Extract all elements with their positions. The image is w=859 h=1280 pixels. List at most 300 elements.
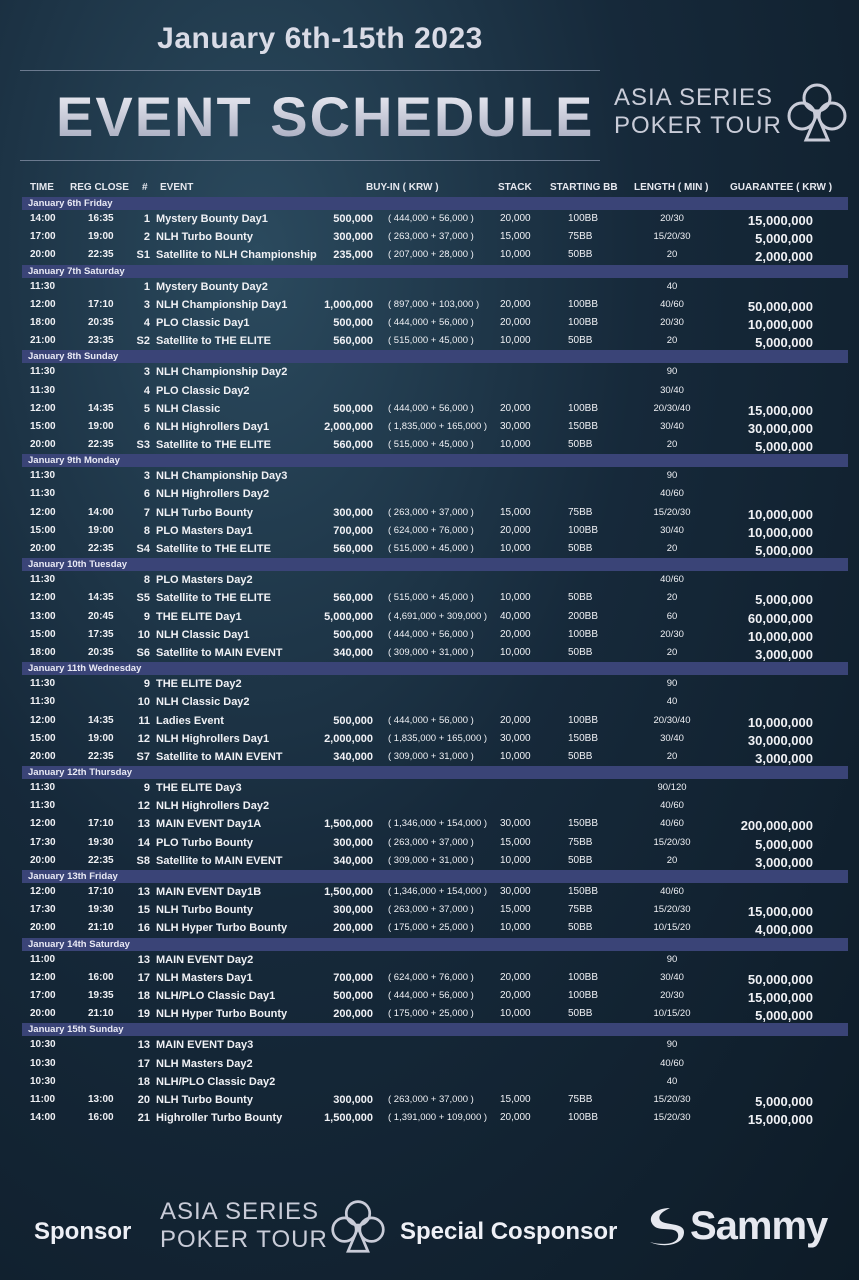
row-reg-close: 14:35 bbox=[88, 402, 114, 414]
row-reg-close: 16:35 bbox=[88, 213, 114, 224]
row-time: 11:00 bbox=[30, 1093, 56, 1105]
row-reg-close: 16:00 bbox=[88, 971, 114, 983]
row-reg-close: 19:00 bbox=[88, 420, 114, 432]
row-time: 14:00 bbox=[30, 1112, 56, 1124]
row-event-name: Ladies Event bbox=[156, 714, 224, 727]
row-time: 15:00 bbox=[30, 524, 56, 536]
row-buy-in-breakdown: ( 263,000 + 37,000 ) bbox=[388, 506, 474, 518]
table-row bbox=[0, 852, 859, 870]
sponsor-logo-line-2: POKER TOUR bbox=[160, 1226, 328, 1253]
row-buy-in: 200,000 bbox=[333, 922, 373, 935]
row-buy-in-breakdown: ( 263,000 + 37,000 ) bbox=[388, 836, 474, 848]
row-buy-in-breakdown: ( 1,346,000 + 154,000 ) bbox=[388, 886, 488, 897]
row-reg-close: 22:35 bbox=[88, 249, 114, 261]
row-guarantee: 5,000,000 bbox=[755, 439, 813, 455]
row-reg-close: 14:00 bbox=[88, 506, 114, 518]
row-buy-in: 300,000 bbox=[333, 904, 373, 917]
row-event-name: NLH Highrollers Day2 bbox=[156, 488, 270, 501]
row-reg-close: 21:10 bbox=[88, 1008, 114, 1020]
row-length-value: 20 bbox=[666, 646, 678, 658]
row-buy-in: 235,000 bbox=[333, 249, 373, 262]
day-header: January 15th Sunday bbox=[22, 1023, 848, 1036]
row-buy-in-breakdown: ( 309,000 + 31,000 ) bbox=[388, 750, 474, 762]
row-length-value: 30/40 bbox=[660, 971, 684, 983]
row-stack: 20,000 bbox=[500, 524, 531, 536]
row-length-value: 40/60 bbox=[660, 488, 684, 500]
row-length-value: 90 bbox=[666, 953, 678, 965]
row-event-number: 10 bbox=[137, 696, 150, 709]
row-event-number: 17 bbox=[137, 971, 150, 984]
row-event-name: NLH Championship Day3 bbox=[156, 470, 288, 483]
row-stack: 30,000 bbox=[500, 420, 531, 432]
row-length-value: 20 bbox=[666, 249, 678, 261]
row-time: 11:30 bbox=[30, 800, 56, 812]
col-stack: STACK bbox=[498, 182, 532, 193]
table-row bbox=[0, 400, 859, 418]
row-event-number: 17 bbox=[137, 1057, 150, 1070]
row-event-name: THE ELITE Day2 bbox=[156, 678, 242, 691]
cosponsor-label: Special Cosponsor bbox=[400, 1218, 618, 1245]
row-buy-in-breakdown: ( 309,000 + 31,000 ) bbox=[388, 646, 474, 658]
row-reg-close: 17:10 bbox=[88, 818, 114, 830]
row-event-name: Satellite to NLH Championship bbox=[156, 249, 317, 262]
row-reg-close: 19:35 bbox=[88, 989, 114, 1001]
row-guarantee: 50,000,000 bbox=[747, 298, 813, 314]
row-length-value: 30/40 bbox=[660, 384, 684, 396]
day-header: January 11th Wednesday bbox=[22, 662, 848, 675]
row-length-value: 90 bbox=[666, 1039, 678, 1051]
table-row bbox=[0, 210, 859, 228]
row-event-name: Highroller Turbo Bounty bbox=[156, 1112, 283, 1125]
row-length-value: 40/60 bbox=[660, 818, 684, 830]
table-row bbox=[0, 712, 859, 730]
row-buy-in: 340,000 bbox=[333, 750, 373, 763]
row-stack: 15,000 bbox=[500, 1093, 531, 1105]
row-time: 11:30 bbox=[30, 280, 56, 292]
row-length-value: 30/40 bbox=[660, 524, 684, 536]
row-buy-in-breakdown: ( 263,000 + 37,000 ) bbox=[388, 1093, 474, 1105]
row-starting-bb: 50BB bbox=[568, 922, 593, 934]
row-buy-in: 1,500,000 bbox=[324, 886, 373, 898]
row-starting-bb: 50BB bbox=[568, 592, 593, 604]
row-guarantee: 10,000,000 bbox=[747, 506, 813, 522]
row-guarantee: 15,000,000 bbox=[747, 1112, 813, 1128]
row-event-number: 13 bbox=[137, 1039, 150, 1052]
table-row bbox=[0, 571, 859, 589]
row-event-number: 1 bbox=[143, 280, 150, 293]
row-buy-in-breakdown: ( 515,000 + 45,000 ) bbox=[388, 592, 474, 604]
row-length-value: 90 bbox=[666, 470, 678, 482]
row-time: 11:30 bbox=[30, 366, 56, 378]
row-starting-bb: 100BB bbox=[568, 989, 599, 1001]
row-time: 11:30 bbox=[30, 696, 56, 708]
row-length-value: 20/30/40 bbox=[653, 402, 691, 414]
row-buy-in: 1,500,000 bbox=[324, 818, 373, 831]
row-starting-bb: 50BB bbox=[568, 249, 593, 261]
table-row bbox=[0, 418, 859, 436]
row-length-value: 20/30 bbox=[660, 989, 684, 1001]
row-reg-close: 22:35 bbox=[88, 854, 114, 866]
row-reg-close: 21:10 bbox=[88, 922, 114, 934]
row-time: 17:00 bbox=[30, 231, 56, 243]
row-starting-bb: 150BB bbox=[568, 886, 599, 897]
row-reg-close: 16:00 bbox=[88, 1112, 114, 1124]
day-header: January 10th Tuesday bbox=[22, 558, 848, 571]
table-row bbox=[0, 1109, 859, 1127]
col-guarantee: GUARANTEE ( KRW ) bbox=[730, 182, 833, 193]
row-event-name: MAIN EVENT Day1A bbox=[156, 818, 262, 831]
row-guarantee: 5,000,000 bbox=[755, 335, 813, 351]
row-event-number: 21 bbox=[137, 1112, 150, 1125]
row-stack: 15,000 bbox=[500, 506, 531, 518]
row-time: 17:00 bbox=[30, 989, 56, 1001]
row-event-number: 9 bbox=[143, 782, 150, 795]
row-event-name: PLO Classic Day2 bbox=[156, 384, 250, 397]
row-event-name: THE ELITE Day1 bbox=[156, 610, 242, 623]
row-guarantee: 3,000,000 bbox=[755, 750, 813, 766]
row-buy-in: 700,000 bbox=[333, 524, 373, 537]
row-event-name: NLH Turbo Bounty bbox=[156, 506, 253, 519]
row-time: 20:00 bbox=[30, 922, 56, 934]
row-event-name: PLO Classic Day1 bbox=[156, 316, 250, 329]
row-guarantee: 10,000,000 bbox=[747, 628, 813, 644]
row-event-number: 8 bbox=[143, 524, 150, 537]
row-event-number: S1 bbox=[136, 249, 150, 262]
row-length-value: 20/30 bbox=[660, 628, 684, 640]
column-headers bbox=[0, 180, 859, 196]
sponsor-label: Sponsor bbox=[34, 1218, 132, 1245]
row-buy-in: 560,000 bbox=[333, 335, 373, 348]
row-reg-close: 20:35 bbox=[88, 316, 114, 328]
row-buy-in: 560,000 bbox=[333, 543, 373, 555]
row-stack: 30,000 bbox=[500, 732, 531, 744]
sponsor-logo bbox=[160, 1196, 386, 1256]
table-row bbox=[0, 675, 859, 693]
day-header: January 9th Monday bbox=[22, 454, 848, 467]
row-buy-in-breakdown: ( 444,000 + 56,000 ) bbox=[388, 402, 474, 414]
table-row bbox=[0, 296, 859, 314]
row-stack: 10,000 bbox=[500, 646, 531, 658]
row-event-name: MAIN EVENT Day3 bbox=[156, 1039, 254, 1052]
row-guarantee: 60,000,000 bbox=[747, 610, 813, 626]
row-buy-in: 560,000 bbox=[333, 592, 373, 605]
row-starting-bb: 100BB bbox=[568, 402, 599, 414]
row-event-name: NLH Highrollers Day1 bbox=[156, 732, 270, 745]
row-reg-close: 17:35 bbox=[88, 628, 114, 640]
row-length-value: 20 bbox=[666, 543, 678, 554]
row-time: 12:00 bbox=[30, 592, 56, 604]
row-starting-bb: 75BB bbox=[568, 836, 593, 848]
row-time: 11:30 bbox=[30, 678, 56, 690]
row-buy-in-breakdown: ( 515,000 + 45,000 ) bbox=[388, 335, 474, 347]
row-event-name: Satellite to MAIN EVENT bbox=[156, 854, 283, 867]
table-row bbox=[0, 901, 859, 919]
row-time: 20:00 bbox=[30, 1008, 56, 1020]
row-buy-in: 300,000 bbox=[333, 506, 373, 519]
row-buy-in: 200,000 bbox=[333, 1008, 373, 1021]
row-starting-bb: 150BB bbox=[568, 818, 599, 830]
row-buy-in-breakdown: ( 444,000 + 56,000 ) bbox=[388, 714, 474, 726]
row-guarantee: 50,000,000 bbox=[747, 971, 813, 987]
row-stack: 20,000 bbox=[500, 402, 531, 414]
row-stack: 10,000 bbox=[500, 922, 531, 934]
row-stack: 10,000 bbox=[500, 543, 531, 554]
row-guarantee: 30,000,000 bbox=[747, 420, 813, 436]
row-reg-close: 17:10 bbox=[88, 886, 114, 897]
table-row bbox=[0, 693, 859, 711]
row-reg-close: 19:00 bbox=[88, 732, 114, 744]
row-buy-in: 340,000 bbox=[333, 854, 373, 867]
row-time: 11:30 bbox=[30, 470, 56, 482]
row-stack: 10,000 bbox=[500, 750, 531, 762]
day-header: January 6th Friday bbox=[22, 197, 848, 210]
row-event-number: 6 bbox=[143, 488, 150, 501]
row-reg-close: 19:30 bbox=[88, 904, 114, 916]
row-starting-bb: 50BB bbox=[568, 854, 593, 866]
row-starting-bb: 100BB bbox=[568, 1112, 599, 1124]
sammy-logo bbox=[640, 1202, 827, 1250]
row-starting-bb: 200BB bbox=[568, 610, 599, 622]
row-guarantee: 10,000,000 bbox=[747, 316, 813, 332]
row-event-number: 18 bbox=[137, 989, 150, 1002]
row-event-name: Satellite to MAIN EVENT bbox=[156, 646, 283, 659]
row-event-number: S7 bbox=[136, 750, 150, 763]
row-time: 11:30 bbox=[30, 574, 56, 586]
row-time: 11:30 bbox=[30, 384, 56, 396]
table-row bbox=[0, 779, 859, 797]
table-row bbox=[0, 730, 859, 748]
col-length: LENGTH ( MIN ) bbox=[634, 182, 709, 193]
table-row bbox=[0, 987, 859, 1005]
col-buy-in: BUY-IN ( KRW ) bbox=[366, 182, 439, 193]
day-header: January 14th Saturday bbox=[22, 938, 848, 951]
day-header: January 8th Sunday bbox=[22, 350, 848, 363]
row-time: 20:00 bbox=[30, 750, 56, 762]
row-buy-in-breakdown: ( 444,000 + 56,000 ) bbox=[388, 316, 474, 328]
row-event-name: NLH Classic bbox=[156, 402, 221, 415]
row-guarantee: 15,000,000 bbox=[747, 989, 813, 1005]
row-time: 10:30 bbox=[30, 1057, 56, 1069]
row-length-value: 15/20/30 bbox=[653, 231, 691, 243]
row-length-value: 20 bbox=[666, 592, 678, 604]
row-guarantee: 5,000,000 bbox=[755, 1093, 813, 1109]
row-buy-in: 300,000 bbox=[333, 231, 373, 244]
row-starting-bb: 75BB bbox=[568, 1093, 593, 1105]
row-reg-close: 22:35 bbox=[88, 750, 114, 762]
row-stack: 20,000 bbox=[500, 1112, 531, 1124]
row-event-name: NLH Turbo Bounty bbox=[156, 231, 253, 244]
table-row bbox=[0, 608, 859, 626]
row-starting-bb: 100BB bbox=[568, 213, 599, 224]
row-event-number: S5 bbox=[136, 592, 150, 605]
col-reg-close: REG CLOSE bbox=[70, 182, 129, 193]
row-buy-in: 500,000 bbox=[333, 714, 373, 727]
row-event-name: Satellite to THE ELITE bbox=[156, 439, 271, 452]
row-time: 20:00 bbox=[30, 249, 56, 261]
sponsor-logo-line-1: ASIA SERIES bbox=[160, 1198, 320, 1225]
row-event-name: NLH Classic Day1 bbox=[156, 628, 250, 641]
col-time: TIME bbox=[30, 182, 54, 193]
table-row bbox=[0, 485, 859, 503]
row-starting-bb: 150BB bbox=[568, 420, 599, 432]
row-reg-close: 22:35 bbox=[88, 439, 114, 451]
table-row bbox=[0, 834, 859, 852]
row-event-number: 12 bbox=[137, 732, 150, 745]
row-length-value: 90/120 bbox=[657, 782, 687, 794]
table-row bbox=[0, 382, 859, 400]
row-stack: 20,000 bbox=[500, 714, 531, 726]
row-time: 18:00 bbox=[30, 316, 56, 328]
row-length-value: 20 bbox=[666, 439, 678, 451]
row-buy-in: 700,000 bbox=[333, 971, 373, 984]
row-event-number: 12 bbox=[137, 800, 150, 813]
row-event-number: 16 bbox=[137, 922, 150, 935]
row-time: 11:00 bbox=[30, 953, 56, 965]
row-reg-close: 22:35 bbox=[88, 543, 114, 554]
row-buy-in-breakdown: ( 444,000 + 56,000 ) bbox=[388, 989, 474, 1001]
table-row bbox=[0, 467, 859, 485]
row-event-name: NLH Turbo Bounty bbox=[156, 904, 253, 917]
row-starting-bb: 100BB bbox=[568, 714, 599, 726]
row-stack: 20,000 bbox=[500, 298, 531, 310]
day-header: January 12th Thursday bbox=[22, 766, 848, 779]
row-event-number: 4 bbox=[143, 316, 150, 329]
row-event-name: MAIN EVENT Day1B bbox=[156, 886, 262, 898]
row-event-name: Mystery Bounty Day2 bbox=[156, 280, 268, 293]
row-buy-in-breakdown: ( 1,391,000 + 109,000 ) bbox=[388, 1112, 488, 1124]
row-length-value: 20 bbox=[666, 335, 678, 347]
row-buy-in: 560,000 bbox=[333, 439, 373, 452]
row-buy-in: 2,000,000 bbox=[324, 420, 373, 433]
table-row bbox=[0, 540, 859, 558]
row-length-value: 20/30/40 bbox=[653, 714, 691, 726]
row-stack: 40,000 bbox=[500, 610, 531, 622]
row-time: 10:30 bbox=[30, 1039, 56, 1051]
row-buy-in: 1,000,000 bbox=[324, 298, 373, 311]
row-event-number: 11 bbox=[138, 714, 150, 727]
row-length-value: 40 bbox=[666, 280, 678, 292]
row-length-value: 90 bbox=[666, 366, 678, 378]
row-length-value: 40 bbox=[666, 1075, 678, 1087]
row-event-number: 10 bbox=[137, 628, 150, 641]
row-stack: 15,000 bbox=[500, 836, 531, 848]
col-num: # bbox=[142, 182, 148, 193]
row-event-number: S8 bbox=[136, 854, 150, 867]
table-row bbox=[0, 644, 859, 662]
row-stack: 15,000 bbox=[500, 231, 531, 243]
row-event-name: PLO Masters Day1 bbox=[156, 524, 253, 537]
row-stack: 10,000 bbox=[500, 854, 531, 866]
row-buy-in-breakdown: ( 1,346,000 + 154,000 ) bbox=[388, 818, 488, 830]
row-event-number: 4 bbox=[143, 384, 150, 397]
sammy-swirl-icon bbox=[640, 1202, 688, 1250]
row-event-name: NLH Classic Day2 bbox=[156, 696, 250, 709]
row-event-number: S3 bbox=[136, 439, 150, 452]
row-time: 15:00 bbox=[30, 420, 56, 432]
table-row bbox=[0, 969, 859, 987]
row-event-name: NLH/PLO Classic Day1 bbox=[156, 989, 276, 1002]
row-stack: 30,000 bbox=[500, 886, 531, 897]
row-buy-in-breakdown: ( 4,691,000 + 309,000 ) bbox=[388, 610, 488, 622]
row-event-number: 5 bbox=[143, 402, 150, 415]
row-time: 14:00 bbox=[30, 213, 56, 224]
table-row bbox=[0, 951, 859, 969]
col-event: EVENT bbox=[160, 182, 194, 193]
row-event-name: PLO Masters Day2 bbox=[156, 574, 253, 587]
row-event-name: NLH Championship Day2 bbox=[156, 366, 288, 379]
row-event-number: 3 bbox=[143, 366, 150, 379]
row-guarantee: 30,000,000 bbox=[747, 732, 813, 748]
row-starting-bb: 150BB bbox=[568, 732, 599, 744]
row-buy-in-breakdown: ( 175,000 + 25,000 ) bbox=[388, 922, 474, 934]
row-starting-bb: 75BB bbox=[568, 506, 593, 518]
row-event-name: NLH Masters Day1 bbox=[156, 971, 253, 984]
row-event-name: Satellite to THE ELITE bbox=[156, 543, 271, 555]
row-buy-in: 1,500,000 bbox=[324, 1112, 373, 1125]
row-event-number: 9 bbox=[143, 610, 150, 623]
table-row bbox=[0, 748, 859, 766]
row-event-name: NLH/PLO Classic Day2 bbox=[156, 1075, 276, 1088]
row-starting-bb: 50BB bbox=[568, 335, 593, 347]
row-time: 12:00 bbox=[30, 714, 56, 726]
row-event-number: 2 bbox=[143, 231, 150, 244]
sammy-wordmark: Sammy bbox=[690, 1203, 828, 1248]
row-time: 17:30 bbox=[30, 904, 56, 916]
row-length-value: 15/20/30 bbox=[653, 1112, 691, 1124]
row-event-name: NLH Highrollers Day2 bbox=[156, 800, 270, 813]
row-stack: 20,000 bbox=[500, 213, 531, 224]
row-buy-in: 2,000,000 bbox=[324, 732, 373, 745]
row-event-number: 8 bbox=[143, 574, 150, 587]
row-event-number: 19 bbox=[137, 1008, 150, 1021]
table-row bbox=[0, 1005, 859, 1023]
row-starting-bb: 50BB bbox=[568, 439, 593, 451]
row-time: 18:00 bbox=[30, 646, 56, 658]
row-event-name: NLH Highrollers Day1 bbox=[156, 420, 270, 433]
row-reg-close: 19:00 bbox=[88, 231, 114, 243]
row-guarantee: 15,000,000 bbox=[747, 402, 813, 418]
row-buy-in-breakdown: ( 444,000 + 56,000 ) bbox=[388, 213, 474, 224]
divider bbox=[20, 160, 600, 161]
row-guarantee: 3,000,000 bbox=[755, 646, 813, 662]
row-reg-close: 13:00 bbox=[88, 1093, 114, 1105]
row-buy-in: 5,000,000 bbox=[324, 610, 373, 623]
row-starting-bb: 100BB bbox=[568, 316, 599, 328]
day-header: January 13th Friday bbox=[22, 870, 848, 883]
row-time: 21:00 bbox=[30, 335, 56, 347]
row-time: 15:00 bbox=[30, 732, 56, 744]
row-guarantee: 15,000,000 bbox=[747, 904, 813, 920]
row-buy-in: 300,000 bbox=[333, 836, 373, 849]
table-row bbox=[0, 522, 859, 540]
row-event-number: 15 bbox=[137, 904, 150, 917]
row-stack: 30,000 bbox=[500, 818, 531, 830]
clover-emblem-icon bbox=[330, 1196, 386, 1256]
row-stack: 10,000 bbox=[500, 592, 531, 604]
divider bbox=[20, 70, 600, 71]
row-stack: 10,000 bbox=[500, 249, 531, 261]
row-event-name: PLO Turbo Bounty bbox=[156, 836, 253, 849]
row-buy-in-breakdown: ( 263,000 + 37,000 ) bbox=[388, 904, 474, 916]
row-event-name: MAIN EVENT Day2 bbox=[156, 953, 254, 966]
row-reg-close: 19:00 bbox=[88, 524, 114, 536]
row-length-value: 60 bbox=[666, 610, 678, 622]
table-row bbox=[0, 278, 859, 296]
row-event-number: 3 bbox=[143, 470, 150, 483]
row-length-value: 40 bbox=[666, 696, 678, 708]
row-length-value: 40/60 bbox=[660, 1057, 684, 1069]
row-time: 11:30 bbox=[30, 782, 56, 794]
